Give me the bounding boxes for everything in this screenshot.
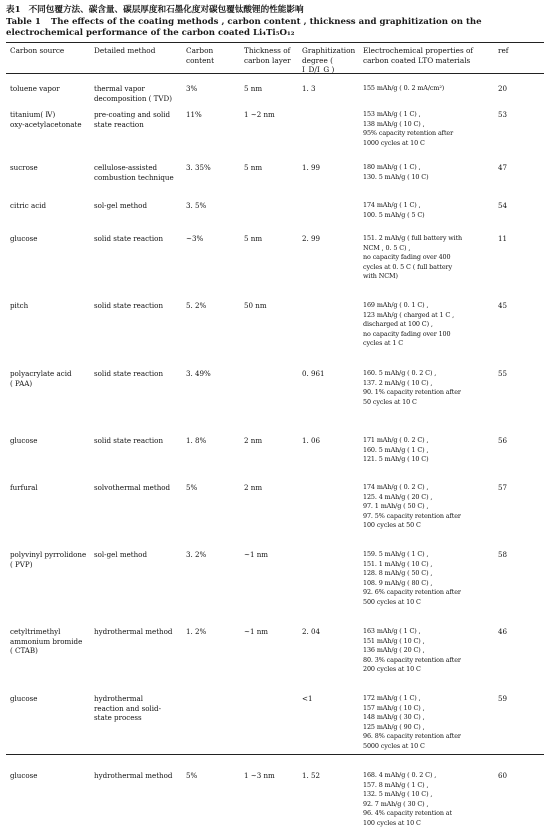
cell-detailed-method: [94, 627, 180, 637]
cell-line: no capacity fading over 100: [363, 329, 451, 338]
caption-chinese-label: 表1: [6, 5, 21, 15]
cell-line: 169 mAh/g ( 0. 1 C) ,: [363, 301, 429, 309]
cell-line: 159. 5 mAh/g ( 1 C) ,: [363, 550, 429, 558]
cell-line: hydrothermal method: [94, 771, 173, 780]
cell-line: 96. 4% capacity retention at: [363, 809, 452, 818]
cell-thickness: 5 nm: [244, 84, 263, 93]
cell-line: polyvinyl pyrrolidone: [10, 550, 87, 559]
cell-carbon-content: 5%: [186, 771, 198, 780]
cell-line: discharged at 100 C) ,: [363, 320, 433, 329]
cell-detailed-method: [94, 436, 180, 446]
cell-line: with NCM): [363, 272, 398, 281]
cell-line: 168. 4 mAh/g ( 0. 2 C) ,: [363, 771, 437, 779]
cell-carbon-content: 3. 2%: [186, 550, 207, 559]
cell-line: furfural: [10, 483, 38, 492]
cell-line: 151 mAh/g ( 10 C) ,: [363, 636, 425, 645]
table-row: [6, 224, 544, 291]
cell-line: 90. 1% capacity retention after: [363, 388, 461, 397]
cell-ref: 47: [498, 163, 508, 172]
cell-line: 97. 5% capacity retention after: [363, 511, 461, 520]
cell-ref: 55: [498, 369, 508, 378]
cell-detailed-method: [94, 234, 180, 244]
cell-graphitization: 2. 99: [302, 234, 321, 243]
cell-line: cycles at 0. 5 C ( full battery: [363, 262, 452, 271]
cell-carbon-content: 11%: [186, 110, 202, 119]
cell-carbon-content: 3. 49%: [186, 369, 211, 378]
cell-thickness: 2 nm: [244, 436, 263, 445]
cell-line: citric acid: [10, 201, 46, 210]
table-row: [6, 359, 544, 426]
cell-electrochemical-properties: [363, 201, 495, 220]
cell-carbon-source: [10, 436, 92, 446]
cell-line: 174 mAh/g ( 1 C) ,: [363, 201, 421, 209]
header-electrochemical-properties: Electrochemical properties of carbon coated LTO materials: [363, 46, 474, 65]
cell-ref: 45: [498, 301, 508, 310]
cell-line: 80. 3% capacity retention after: [363, 655, 461, 664]
cell-carbon-content: 3. 35%: [186, 163, 211, 172]
cell-line: ( CTAB): [10, 646, 38, 656]
cell-thickness: 1 ~2 nm: [244, 110, 275, 119]
cell-line: 92. 7 mAh/g ( 30 C) ,: [363, 799, 429, 808]
cell-line: NCM , 0. 5 C) ,: [363, 243, 411, 252]
cell-line: 174 mAh/g ( 0. 2 C) ,: [363, 483, 429, 491]
cell-carbon-source: [10, 771, 92, 781]
cell-carbon-content: 5. 2%: [186, 301, 207, 310]
cell-line: 138 mAh/g ( 10 C) ,: [363, 119, 425, 128]
cell-line: solid state reaction: [94, 301, 164, 310]
cell-line: pitch: [10, 301, 29, 310]
cell-line: 153 mAh/g ( 1 C) ,: [363, 110, 421, 118]
cell-detailed-method: [94, 110, 180, 129]
cell-electrochemical-properties: [363, 234, 495, 282]
cell-carbon-source: [10, 301, 92, 311]
cell-line: 160. 5 mAh/g ( 1 C) ,: [363, 445, 429, 454]
cell-line: solid state reaction: [94, 369, 164, 378]
cell-line: cellulose-assisted: [94, 163, 158, 172]
cell-line: 163 mAh/g ( 1 C) ,: [363, 627, 421, 635]
cell-carbon-source: [10, 110, 92, 129]
cell-line: titanium( Ⅳ): [10, 110, 56, 119]
table-row: [6, 426, 544, 473]
cell-line: 500 cycles at 10 C: [363, 597, 421, 606]
cell-graphitization: 0. 961: [302, 369, 325, 378]
header-ref: ref: [498, 46, 509, 55]
cell-thickness: ~1 nm: [244, 627, 269, 636]
cell-carbon-content: 3. 5%: [186, 201, 207, 210]
cell-carbon-source: [10, 201, 92, 211]
cell-detailed-method: [94, 771, 180, 781]
cell-line: cetyltrimethyl: [10, 627, 61, 636]
header-detailed-method: Detailed method: [94, 46, 156, 55]
cell-line: 128. 8 mAh/g ( 50 C) ,: [363, 569, 433, 578]
cell-line: 172 mAh/g ( 1 C) ,: [363, 694, 421, 702]
cell-electrochemical-properties: [363, 694, 495, 752]
cell-line: 100. 5 mAh/g ( 5 C): [363, 210, 425, 219]
cell-line: 92. 6% capacity retention after: [363, 588, 461, 597]
cell-line: sol-gel method: [94, 550, 147, 559]
cell-line: ammonium bromide: [10, 636, 83, 646]
cell-thickness: ~1 nm: [244, 550, 269, 559]
table-row: [6, 617, 544, 684]
caption-chinese-title: 不同包覆方法、碳含量、碳层厚度和石墨化度对碳包覆钛酸锂的性能影响: [28, 5, 304, 15]
cell-electrochemical-properties: [363, 110, 495, 148]
cell-line: 155 mAh/g ( 0. 2 mA/cm²): [363, 84, 445, 92]
cell-line: pre-coating and solid: [94, 110, 171, 119]
cell-line: toluene vapor: [10, 84, 60, 93]
cell-line: state reaction: [94, 119, 144, 129]
table-body: [6, 74, 544, 833]
cell-line: cycles at 1 C: [363, 339, 404, 348]
cell-line: solid state reaction: [94, 436, 164, 445]
table-row: [6, 761, 544, 833]
cell-electrochemical-properties: [363, 483, 495, 531]
cell-carbon-source: [10, 694, 92, 704]
cell-line: 130. 5 mAh/g ( 10 C): [363, 172, 429, 181]
table-row: [6, 100, 544, 153]
table-header: [6, 43, 544, 74]
cell-line: 151. 1 mAh/g ( 10 C) ,: [363, 559, 433, 568]
cell-detailed-method: [94, 483, 180, 493]
cell-carbon-source: [10, 369, 92, 388]
cell-line: 100 cycles at 10 C: [363, 818, 421, 827]
table-row: [6, 74, 544, 103]
cell-carbon-source: [10, 627, 92, 656]
cell-line: 5000 cycles at 10 C: [363, 741, 425, 750]
table-row: [6, 473, 544, 540]
cell-line: solid state reaction: [94, 234, 164, 243]
table-row: [6, 291, 544, 359]
cell-ref: 11: [498, 234, 508, 243]
cell-line: 121. 5 mAh/g ( 10 C): [363, 455, 429, 464]
cell-line: sucrose: [10, 163, 38, 172]
cell-thickness: 1 ~3 nm: [244, 771, 275, 780]
cell-graphitization: 1. 06: [302, 436, 321, 445]
cell-ref: 54: [498, 201, 508, 210]
cell-line: no capacity fading over 400: [363, 253, 451, 262]
cell-line: glucose: [10, 694, 38, 703]
cell-line: 125. 4 mAh/g ( 20 C) ,: [363, 492, 433, 501]
cell-ref: 53: [498, 110, 508, 119]
cell-line: 157. 8 mAh/g ( 1 C) ,: [363, 780, 429, 789]
cell-carbon-content: 5%: [186, 483, 198, 492]
cell-ref: 20: [498, 84, 508, 93]
cell-line: 171 mAh/g ( 0. 2 C) ,: [363, 436, 429, 444]
cell-graphitization: 2. 04: [302, 627, 321, 636]
cell-ref: 59: [498, 694, 508, 703]
cell-line: 50 cycles at 10 C: [363, 397, 417, 406]
cell-detailed-method: [94, 694, 180, 723]
cell-detailed-method: [94, 163, 180, 182]
cell-carbon-source: [10, 163, 92, 173]
header-carbon-source: Carbon source: [10, 46, 65, 55]
cell-electrochemical-properties: [363, 771, 495, 829]
cell-thickness: 5 nm: [244, 163, 263, 172]
table-row: [6, 153, 544, 191]
table-row: [6, 191, 544, 224]
cell-line: 151. 2 mAh/g ( full battery with: [363, 234, 463, 242]
table-row: [6, 684, 544, 761]
cell-line: ( PAA): [10, 378, 33, 388]
cell-ref: 46: [498, 627, 508, 636]
cell-thickness: 2 nm: [244, 483, 263, 492]
cell-line: hydrothermal: [94, 694, 144, 703]
cell-line: sol-gel method: [94, 201, 147, 210]
cell-line: 137. 2 mAh/g ( 10 C) ,: [363, 378, 433, 387]
cell-line: reaction and solid-: [94, 703, 161, 713]
table-bottom-rule: [6, 754, 544, 755]
cell-line: solvothermal method: [94, 483, 171, 492]
cell-line: oxy-acetylacetonate: [10, 119, 82, 129]
cell-line: combustion technique: [94, 172, 174, 182]
caption-chinese: [6, 4, 544, 16]
cell-ref: 57: [498, 483, 508, 492]
cell-carbon-content: 1. 2%: [186, 627, 207, 636]
cell-ref: 58: [498, 550, 508, 559]
cell-line: 1000 cycles at 10 C: [363, 138, 425, 147]
cell-graphitization: 1. 3: [302, 84, 316, 93]
cell-electrochemical-properties: [363, 301, 495, 349]
cell-carbon-source: [10, 84, 92, 94]
cell-electrochemical-properties: [363, 369, 495, 407]
header-graphitization: Graphitization degree ( I_D/I_G ): [302, 46, 356, 74]
cell-ref: 56: [498, 436, 508, 445]
cell-carbon-content: ~3%: [186, 234, 204, 243]
cell-line: 96. 8% capacity retention after: [363, 732, 461, 741]
cell-electrochemical-properties: [363, 436, 495, 465]
cell-carbon-source: [10, 550, 92, 569]
caption-english-title: The effects of the coating methods , carbon content , thickness and graphitization on the electrochemical performance of the carbon coated Li₄Ti₅O₁₂: [6, 17, 482, 38]
cell-detailed-method: [94, 369, 180, 379]
cell-electrochemical-properties: [363, 627, 495, 675]
cell-line: 157 mAh/g ( 10 C) ,: [363, 703, 425, 712]
cell-thickness: 50 nm: [244, 301, 267, 310]
cell-line: glucose: [10, 234, 38, 243]
cell-line: 123 mAh/g ( charged at 1 C ,: [363, 310, 455, 319]
cell-carbon-content: 3%: [186, 84, 198, 93]
cell-detailed-method: [94, 550, 180, 560]
cell-line: polyacrylate acid: [10, 369, 72, 378]
cell-line: 148 mAh/g ( 30 C) ,: [363, 713, 425, 722]
cell-carbon-source: [10, 483, 92, 493]
cell-electrochemical-properties: [363, 163, 495, 182]
cell-detailed-method: [94, 301, 180, 311]
cell-line: ( PVP): [10, 559, 33, 569]
cell-thickness: 5 nm: [244, 234, 263, 243]
header-thickness: Thickness of carbon layer: [244, 46, 291, 65]
cell-line: 125 mAh/g ( 90 C) ,: [363, 722, 425, 731]
cell-electrochemical-properties: [363, 550, 495, 608]
cell-carbon-source: [10, 234, 92, 244]
cell-graphitization: 1. 52: [302, 771, 321, 780]
cell-line: 136 mAh/g ( 20 C) ,: [363, 646, 425, 655]
cell-line: glucose: [10, 771, 38, 780]
cell-ref: 60: [498, 771, 508, 780]
cell-line: 108. 9 mAh/g ( 80 C) ,: [363, 578, 433, 587]
cell-line: 95% capacity retention after: [363, 129, 454, 138]
cell-line: 200 cycles at 10 C: [363, 665, 421, 674]
cell-carbon-content: 1. 8%: [186, 436, 207, 445]
caption-english-label: Table 1: [6, 17, 41, 27]
header-carbon-content: Carbon content: [186, 46, 215, 65]
cell-line: decomposition ( TVD): [94, 93, 172, 103]
table-row: [6, 540, 544, 617]
cell-graphitization: <1: [302, 694, 313, 703]
cell-line: hydrothermal method: [94, 627, 173, 636]
cell-line: 97. 1 mAh/g ( 50 C) ,: [363, 502, 429, 511]
cell-line: thermal vapor: [94, 84, 145, 93]
cell-electrochemical-properties: [363, 84, 495, 94]
cell-line: 100 cycles at 50 C: [363, 521, 421, 530]
cell-line: 160. 5 mAh/g ( 0. 2 C) ,: [363, 369, 437, 377]
cell-graphitization: 1. 99: [302, 163, 321, 172]
cell-line: 132. 5 mAh/g ( 10 C) ,: [363, 790, 433, 799]
cell-line: state process: [94, 713, 142, 723]
cell-detailed-method: [94, 201, 180, 211]
cell-line: 180 mAh/g ( 1 C) ,: [363, 163, 421, 171]
cell-line: glucose: [10, 436, 38, 445]
caption-english: [6, 17, 544, 39]
